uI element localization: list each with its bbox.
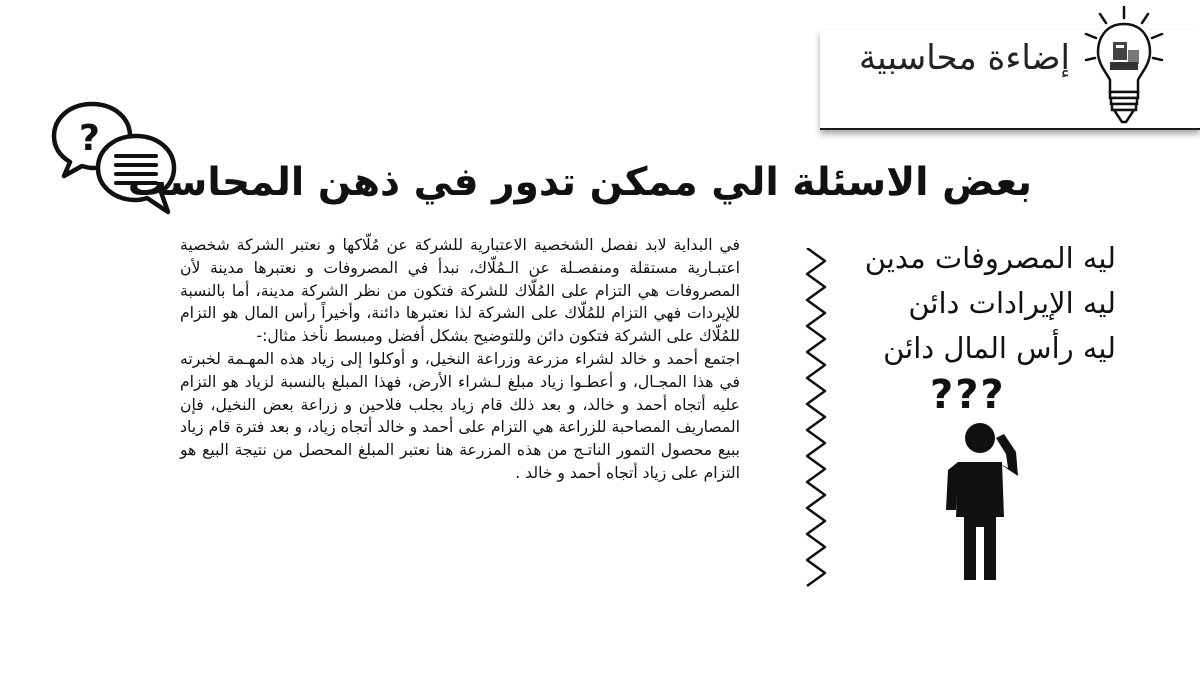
questions-list — [865, 236, 1116, 371]
brand-title: إضاءة محاسبية — [858, 38, 1070, 78]
explanation-paragraph: في البداية لابد نفصل الشخصية الاعتبارية للشركة عن مُلّاكها و نعتبر الشركة شخصية اعتبـارية مستقلة ومنفصـلة عن الـمُلّاك، نبدأ في المصروفات و نعتبرها مدينة لأن المصروفات هي التزام على المُلّاك للشركة فتكون من نظر الشركة مدينة، أما بالنسبة للإيردات فهي التزام للمُلّاك على الشركة لذا نعتبرها دائنة، وأخيراً رأس المال هو التزام للمُلّاك على الشركة فتكون دائن وللتوضيح بشكل أفضل ومبسط نأخذ مثال:- — [180, 236, 740, 346]
question-item-capital: ليه رأس المال دائن — [883, 331, 1116, 365]
page-title: بعض الاسئلة الي ممكن تدور في ذهن المحاسب — [127, 160, 1032, 205]
lightbulb-icon — [1082, 4, 1166, 128]
question-item-expenses: ليه المصروفات مدين — [864, 241, 1116, 275]
explanation-text — [180, 234, 740, 485]
thinking-person-icon — [934, 412, 1034, 582]
zigzag-divider — [803, 248, 829, 594]
svg-text:?: ? — [79, 118, 100, 159]
question-marks: ??? — [930, 372, 1006, 418]
example-paragraph: اجتمع أحمد و خالد لشراء مزرعة وزراعة النخيل، و أوكلوا إلى زياد هذه المهـمة لخبرته في هذا المجـال، و أعطـوا زياد مبلغ لـشراء الأرض، فهذا المبلغ بالنسبة لزياد هو التزام عليه أتجاه أحمد و خالد، و بعد ذلك قام زياد بجلب فلاحين و زراعة بعض النخيل، فإن المصاريف المصاحبة للزراعة هي التزام على أحمد و خالد أتجاه زياد، و بعد فترة قام زياد ببيع محصول التمور الناتـج من هذه المزرعة هنا نعتبر المبلغ المحصل من نتيجة البيع هو التزام على زياد أتجاه أحمد و خالد . — [180, 349, 740, 482]
question-item-revenues: ليه الإيرادات دائن — [908, 286, 1116, 320]
